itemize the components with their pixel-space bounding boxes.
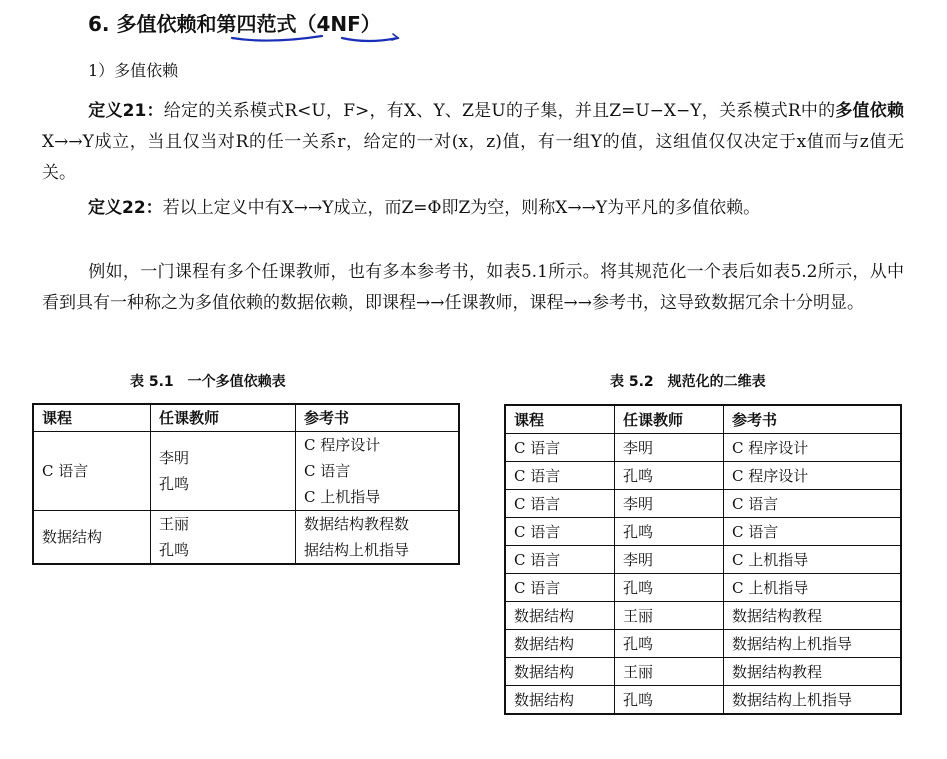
- table2-course-cell: C 语言: [505, 518, 615, 546]
- table2-header-row: [505, 405, 901, 434]
- table2-teacher-cell: 孔鸣: [615, 574, 724, 602]
- table2-book-cell: C 语言: [724, 518, 902, 546]
- table1-teacher: 孔鸣: [159, 475, 190, 493]
- table2-course-cell: 数据结构: [505, 658, 615, 686]
- multivalued-dependency-table: [32, 403, 460, 565]
- table2-row: [505, 490, 901, 518]
- table2-teacher-cell: 孔鸣: [615, 462, 724, 490]
- table1-book: C 语言: [304, 462, 351, 480]
- table1-books-cell: [296, 511, 460, 565]
- handwritten-underline-annotation: [0, 0, 947, 60]
- table1-course-cell: 数据结构: [33, 511, 151, 565]
- table1-header-teacher: 任课教师: [151, 404, 296, 432]
- table1-teachers-cell: [151, 511, 296, 565]
- table2-header-book: 参考书: [724, 405, 902, 434]
- table2-body: [505, 434, 901, 715]
- table2-teacher-cell: 李明: [615, 434, 724, 462]
- table2-course-cell: 数据结构: [505, 602, 615, 630]
- table2-course-cell: C 语言: [505, 574, 615, 602]
- definition-22-label: 定义22：: [88, 198, 163, 218]
- table2-teacher-cell: 李明: [615, 546, 724, 574]
- table2-row: [505, 630, 901, 658]
- table2-course-cell: C 语言: [505, 434, 615, 462]
- table1-teachers-cell: [151, 432, 296, 511]
- table1-header-row: [33, 404, 459, 432]
- table2-teacher-cell: 孔鸣: [615, 518, 724, 546]
- table2-row: [505, 686, 901, 715]
- table2-row: [505, 658, 901, 686]
- example-text: 例如，一门课程有多个任课教师，也有多本参考书，如表5.1所示。将其规范化一个表后如表5.2所示，从中看到具有一种称之为多值依赖的数据依赖，即课程→→任课教师，课程→→参考书，这导致数据冗余十分明显。: [42, 262, 904, 313]
- table1-caption: 表 5.1 一个多值依赖表: [130, 374, 286, 390]
- table2-course-cell: C 语言: [505, 490, 615, 518]
- definition-21-label: 定义21：: [88, 101, 164, 121]
- table2-book-cell: C 上机指导: [724, 574, 902, 602]
- table1-group-row: [33, 511, 459, 565]
- definition-21-text-a: 给定的关系模式R<U，F>，有X、Y、Z是U的子集，并且Z=U−X−Y，关系模式R中的: [163, 101, 836, 121]
- table2-teacher-cell: 李明: [615, 490, 724, 518]
- sub-heading: 1）多值依赖: [88, 61, 179, 80]
- table1-teacher: 王丽: [159, 515, 190, 533]
- definition-22: [42, 193, 904, 224]
- table2-teacher-cell: 孔鸣: [615, 630, 724, 658]
- table2-course-cell: 数据结构: [505, 630, 615, 658]
- table2-row: [505, 574, 901, 602]
- section-heading: 6. 多值依赖和第四范式（4NF）: [88, 12, 381, 36]
- table1-teacher: 李明: [159, 449, 190, 467]
- table1-teacher: 孔鸣: [159, 541, 190, 559]
- table2-book-cell: C 上机指导: [724, 546, 902, 574]
- table2-row: [505, 546, 901, 574]
- table1-book: 据结构上机指导: [304, 541, 410, 559]
- table2-book-cell: C 程序设计: [724, 434, 902, 462]
- table1-group-row: [33, 432, 459, 511]
- table1-books-cell: [296, 432, 460, 511]
- table1-book: C 上机指导: [304, 488, 381, 506]
- table1-header-course: 课程: [33, 404, 151, 432]
- table1-header-book: 参考书: [296, 404, 460, 432]
- table2-book-cell: 数据结构教程: [724, 658, 902, 686]
- table2-teacher-cell: 孔鸣: [615, 686, 724, 715]
- table2-book-cell: 数据结构教程: [724, 602, 902, 630]
- table1-book: C 程序设计: [304, 436, 381, 454]
- table2-teacher-cell: 王丽: [615, 658, 724, 686]
- definition-22-text: 若以上定义中有X→→Y成立，而Z=Φ即Z为空，则称X→→Y为平凡的多值依赖。: [162, 198, 761, 218]
- table2-teacher-cell: 王丽: [615, 602, 724, 630]
- table2-header-course: 课程: [505, 405, 615, 434]
- table1-book: 数据结构教程数: [304, 515, 410, 533]
- example-paragraph: [42, 257, 904, 319]
- table2-row: [505, 462, 901, 490]
- table2-course-cell: C 语言: [505, 462, 615, 490]
- normalized-table: [504, 404, 902, 715]
- table2-row: [505, 602, 901, 630]
- table2-book-cell: 数据结构上机指导: [724, 630, 902, 658]
- definition-21-term: 多值依赖: [835, 101, 905, 121]
- table2-row: [505, 434, 901, 462]
- definition-21-text-b: X→→Y成立，当且仅当对R的任一关系r，给定的一对(x，z)值，有一组Y的值，这组值仅仅决定于x值而与z值无关。: [42, 132, 904, 183]
- table2-book-cell: 数据结构上机指导: [724, 686, 902, 715]
- table2-caption: 表 5.2 规范化的二维表: [610, 374, 766, 390]
- table2-course-cell: 数据结构: [505, 686, 615, 715]
- definition-21: [42, 96, 904, 189]
- table2-row: [505, 518, 901, 546]
- table1-course-cell: C 语言: [33, 432, 151, 511]
- table2-book-cell: C 语言: [724, 490, 902, 518]
- table2-book-cell: C 程序设计: [724, 462, 902, 490]
- table2-header-teacher: 任课教师: [615, 405, 724, 434]
- table2-course-cell: C 语言: [505, 546, 615, 574]
